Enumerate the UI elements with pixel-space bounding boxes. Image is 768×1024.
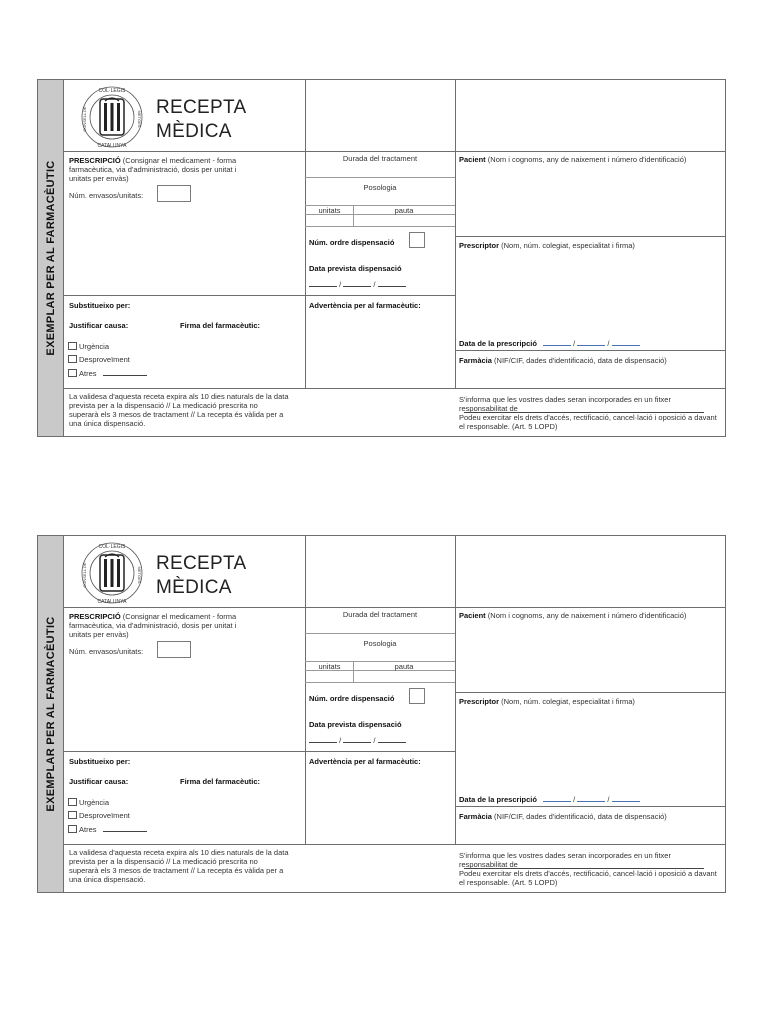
- num-ordre-field[interactable]: [409, 688, 425, 704]
- num-envasos-label: Núm. envasos/unitats:: [69, 647, 144, 656]
- substitueixo-label: Substitueixo per:: [69, 301, 131, 310]
- pacient-label: Pacient (Nom i cognoms, any de naixement i número d'identificació): [459, 611, 687, 620]
- durada-divider: [305, 177, 455, 178]
- col-divider-right: [455, 80, 456, 388]
- unitats-label: unitats: [318, 662, 341, 671]
- posologia-bottom: [305, 682, 455, 683]
- footer-divider: [64, 844, 725, 845]
- prescription-form-2: [37, 535, 726, 893]
- svg-text:METGES: METGES: [137, 110, 142, 128]
- num-envasos-label: Núm. envasos/unitats:: [69, 191, 144, 200]
- data-prevista-label: Data prevista dispensació: [309, 264, 402, 273]
- altres-checkbox[interactable]: Atres: [68, 368, 147, 378]
- data-prevista-field[interactable]: / /: [309, 735, 406, 745]
- posologia-label: Posologia: [363, 183, 397, 192]
- col-divider-left: [305, 80, 306, 388]
- header-divider: [64, 151, 725, 152]
- durada-label: Durada del tractament: [342, 610, 418, 619]
- col-divider-right: [455, 536, 456, 844]
- row-divider-middle: [64, 295, 455, 296]
- firma-label: Firma del farmacèutic:: [180, 321, 261, 330]
- prescription-form-1: [37, 79, 726, 437]
- num-envasos-field[interactable]: [157, 185, 191, 202]
- lopd-notice: S'informa que les vostres dades seran incorporades en un fitxer responsabilitat de Podeu exercitar els drets d'accés, rectificació, cancel·lació i oposició a davant el responsable. (Art. 5 LOPD): [459, 851, 717, 887]
- side-label: EXEMPLAR PER AL FARMACÈUTIC: [45, 616, 57, 812]
- desproveiment-checkbox[interactable]: Desproveïment: [68, 811, 130, 820]
- side-band: [38, 80, 64, 436]
- justificar-label: Justificar causa:: [69, 777, 129, 786]
- prescripcio-block: PRESCRIPCIÓ (Consignar el medicament - forma farmacèutica, via d'administració, dosis per unitat i unitats per envàs): [69, 612, 237, 639]
- pauta-label: pauta: [394, 662, 414, 671]
- data-prescripcio-field[interactable]: Data de la prescripció / /: [459, 794, 640, 804]
- num-envasos-field[interactable]: [157, 641, 191, 658]
- num-ordre-label: Núm. ordre dispensació: [309, 694, 395, 703]
- svg-text:COL·LEGIS: COL·LEGIS: [98, 88, 126, 94]
- side-band: [38, 536, 64, 892]
- pacient-divider: [455, 692, 725, 693]
- lopd-notice: S'informa que les vostres dades seran incorporades en un fitxer responsabilitat de Podeu exercitar els drets d'accés, rectificació, cancel·lació i oposició a davant el responsable. (Art. 5 LOPD): [459, 395, 717, 431]
- urgencia-checkbox[interactable]: Urgència: [68, 798, 109, 807]
- form-title: RECEPTA MÈDICA: [156, 97, 247, 142]
- num-ordre-label: Núm. ordre dispensació: [309, 238, 395, 247]
- svg-text:CATALUNYA: CATALUNYA: [97, 143, 127, 149]
- advertencia-label: Advertència per al farmacèutic:: [309, 757, 421, 766]
- justificar-label: Justificar causa:: [69, 321, 129, 330]
- svg-text:CATALUNYA: CATALUNYA: [97, 599, 127, 605]
- prescripcio-block: PRESCRIPCIÓ (Consignar el medicament - forma farmacèutica, via d'administració, dosis per unitat i unitats per envàs): [69, 156, 237, 183]
- prescriptor-label: Prescriptor (Nom, núm. colegiat, especialitat i firma): [459, 241, 635, 250]
- urgencia-checkbox[interactable]: Urgència: [68, 342, 109, 351]
- advertencia-label: Advertència per al farmacèutic:: [309, 301, 421, 310]
- data-prevista-field[interactable]: / /: [309, 279, 406, 289]
- pauta-label: pauta: [394, 206, 414, 215]
- college-seal-icon: [81, 541, 143, 605]
- prescriptor-divider: [455, 806, 725, 807]
- unitats-label: unitats: [318, 206, 341, 215]
- col-divider-left: [305, 536, 306, 844]
- svg-text:CONSELL DE: CONSELL DE: [82, 562, 87, 588]
- college-seal-icon: [81, 85, 143, 149]
- footer-divider: [64, 388, 725, 389]
- durada-divider: [305, 633, 455, 634]
- side-label: EXEMPLAR PER AL FARMACÈUTIC: [45, 160, 57, 356]
- svg-text:CONSELL DE: CONSELL DE: [82, 106, 87, 132]
- altres-checkbox[interactable]: Atres: [68, 824, 147, 834]
- svg-text:COL·LEGIS: COL·LEGIS: [98, 544, 126, 550]
- prescriptor-divider: [455, 350, 725, 351]
- posologia-label: Posologia: [363, 639, 397, 648]
- row-divider-middle: [64, 751, 455, 752]
- substitueixo-label: Substitueixo per:: [69, 757, 131, 766]
- validesa-notice: La validesa d'aquesta receta expira als 10 dies naturals de la data prevista per a la dispensació // La medicació prescrita no superarà els 3 mesos de tractament // La recepta és vàlida per a una única dispensació.: [69, 848, 289, 884]
- prescriptor-label: Prescriptor (Nom, núm. colegiat, especialitat i firma): [459, 697, 635, 706]
- durada-label: Durada del tractament: [342, 154, 418, 163]
- data-prescripcio-field[interactable]: Data de la prescripció / /: [459, 338, 640, 348]
- firma-label: Firma del farmacèutic:: [180, 777, 261, 786]
- num-ordre-field[interactable]: [409, 232, 425, 248]
- pacient-divider: [455, 236, 725, 237]
- posologia-bottom: [305, 226, 455, 227]
- validesa-notice: La validesa d'aquesta receta expira als 10 dies naturals de la data prevista per a la dispensació // La medicació prescrita no superarà els 3 mesos de tractament // La recepta és vàlida per a una única dispensació.: [69, 392, 289, 428]
- pacient-label: Pacient (Nom i cognoms, any de naixement i número d'identificació): [459, 155, 687, 164]
- farmacia-label: Farmàcia (NIF/CIF, dades d'identificació, data de dispensació): [459, 812, 667, 821]
- form-title: RECEPTA MÈDICA: [156, 553, 247, 598]
- desproveiment-checkbox[interactable]: Desproveïment: [68, 355, 130, 364]
- farmacia-label: Farmàcia (NIF/CIF, dades d'identificació, data de dispensació): [459, 356, 667, 365]
- header-divider: [64, 607, 725, 608]
- data-prevista-label: Data prevista dispensació: [309, 720, 402, 729]
- svg-text:METGES: METGES: [137, 566, 142, 584]
